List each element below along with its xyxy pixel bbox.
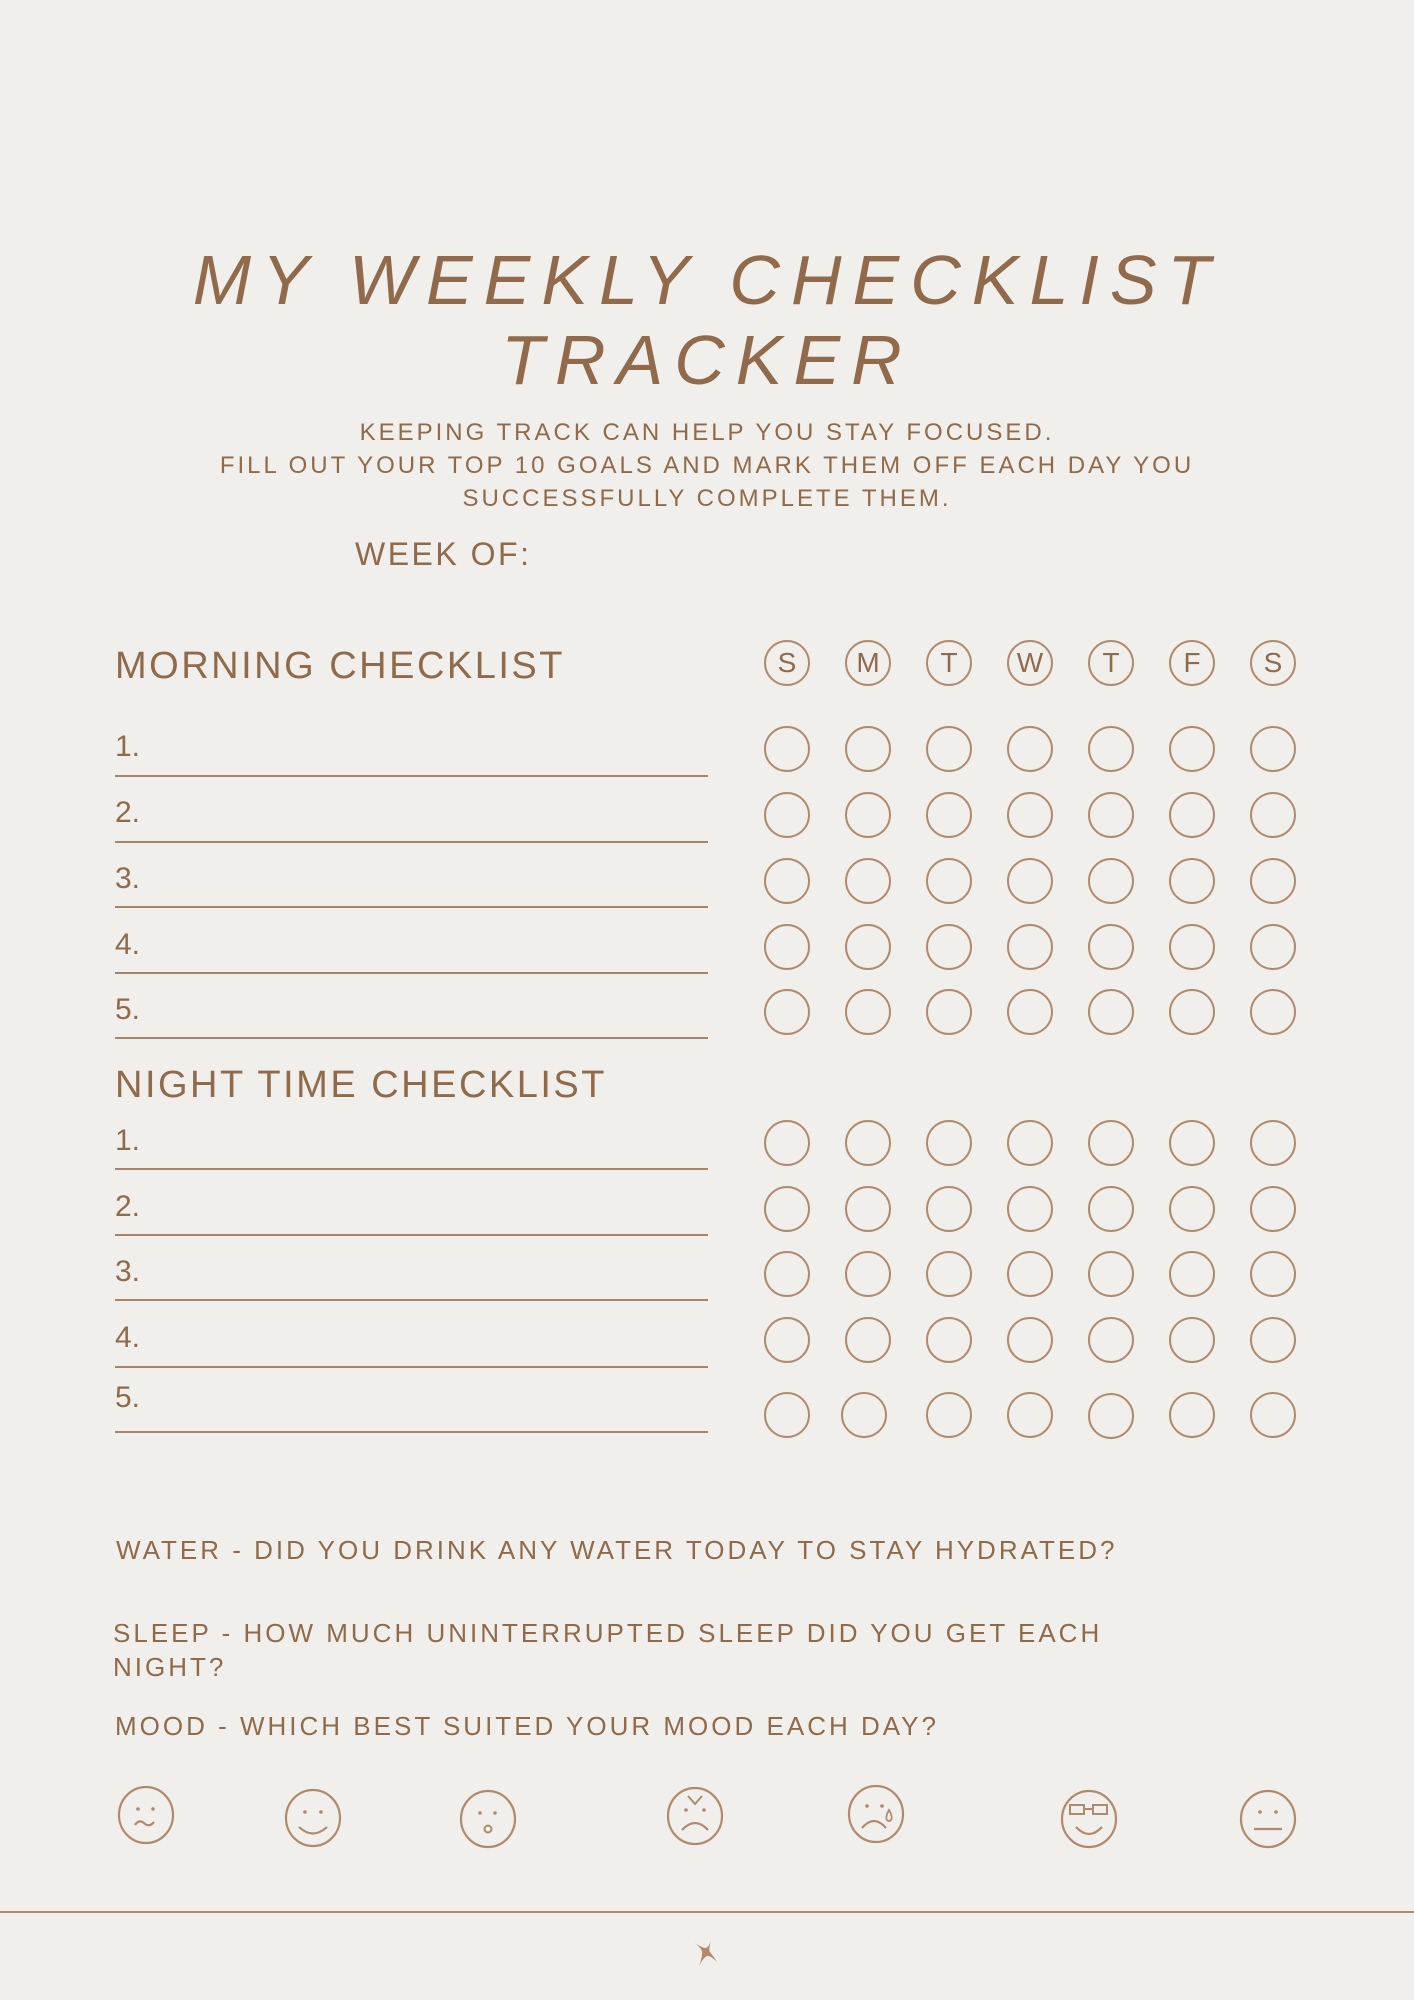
night-2-sun-checkbox[interactable] bbox=[764, 1186, 810, 1232]
morning-2-wed-checkbox[interactable] bbox=[1007, 792, 1053, 838]
morning-1-mon-checkbox[interactable] bbox=[845, 726, 891, 772]
surprised-face-icon[interactable] bbox=[459, 1789, 517, 1849]
night-1-thu-checkbox[interactable] bbox=[1088, 1120, 1134, 1166]
morning-2-fri-checkbox[interactable] bbox=[1169, 792, 1215, 838]
night-4-thu-checkbox[interactable] bbox=[1088, 1317, 1134, 1363]
night-4-wed-checkbox[interactable] bbox=[1007, 1317, 1053, 1363]
smiling-face-icon[interactable] bbox=[284, 1788, 342, 1848]
morning-2-mon-checkbox[interactable] bbox=[845, 792, 891, 838]
night-3-fri-checkbox[interactable] bbox=[1169, 1251, 1215, 1297]
morning-3-thu-checkbox[interactable] bbox=[1088, 858, 1134, 904]
morning-item-4-line[interactable] bbox=[115, 972, 708, 974]
crying-face-icon[interactable] bbox=[847, 1784, 905, 1844]
night-item-2-line[interactable] bbox=[115, 1234, 708, 1236]
night-item-1-line[interactable] bbox=[115, 1168, 708, 1170]
night-2-wed-checkbox[interactable] bbox=[1007, 1186, 1053, 1232]
night-1-sat-checkbox[interactable] bbox=[1250, 1120, 1296, 1166]
night-item-2-number: 2. bbox=[115, 1190, 141, 1223]
subtitle-line-1: KEEPING TRACK CAN HELP YOU STAY FOCUSED. bbox=[359, 419, 1055, 446]
night-item-1-number: 1. bbox=[115, 1124, 141, 1157]
night-5-sat-checkbox[interactable] bbox=[1250, 1392, 1296, 1438]
morning-1-tue-checkbox[interactable] bbox=[926, 726, 972, 772]
morning-2-tue-checkbox[interactable] bbox=[926, 792, 972, 838]
night-2-sat-checkbox[interactable] bbox=[1250, 1186, 1296, 1232]
night-3-sat-checkbox[interactable] bbox=[1250, 1251, 1296, 1297]
morning-3-sat-checkbox[interactable] bbox=[1250, 858, 1296, 904]
night-5-fri-checkbox[interactable] bbox=[1169, 1392, 1215, 1438]
morning-4-thu-checkbox[interactable] bbox=[1088, 924, 1134, 970]
morning-item-3-number: 3. bbox=[115, 862, 141, 895]
morning-3-sun-checkbox[interactable] bbox=[764, 858, 810, 904]
morning-5-thu-checkbox[interactable] bbox=[1088, 989, 1134, 1035]
neutral-face-icon[interactable] bbox=[1239, 1789, 1297, 1849]
morning-4-sat-checkbox[interactable] bbox=[1250, 924, 1296, 970]
morning-2-thu-checkbox[interactable] bbox=[1088, 792, 1134, 838]
night-4-sat-checkbox[interactable] bbox=[1250, 1317, 1296, 1363]
morning-item-4-number: 4. bbox=[115, 928, 141, 961]
night-4-sun-checkbox[interactable] bbox=[764, 1317, 810, 1363]
night-5-sun-checkbox[interactable] bbox=[764, 1392, 810, 1438]
morning-5-mon-checkbox[interactable] bbox=[845, 989, 891, 1035]
morning-5-fri-checkbox[interactable] bbox=[1169, 989, 1215, 1035]
night-3-wed-checkbox[interactable] bbox=[1007, 1251, 1053, 1297]
morning-4-wed-checkbox[interactable] bbox=[1007, 924, 1053, 970]
night-item-5-number: 5. bbox=[115, 1381, 141, 1414]
night-2-mon-checkbox[interactable] bbox=[845, 1186, 891, 1232]
night-5-mon-checkbox[interactable] bbox=[841, 1392, 887, 1438]
week-of-label: WEEK OF: bbox=[355, 536, 532, 572]
night-1-sun-checkbox[interactable] bbox=[764, 1120, 810, 1166]
night-item-3-number: 3. bbox=[115, 1255, 141, 1288]
night-3-thu-checkbox[interactable] bbox=[1088, 1251, 1134, 1297]
morning-2-sun-checkbox[interactable] bbox=[764, 792, 810, 838]
day-header-thursday: T bbox=[1088, 640, 1134, 686]
page-title-line-1: MY WEEKLY CHECKLIST bbox=[192, 241, 1222, 319]
sleep-question-line-1: SLEEP - HOW MUCH UNINTERRUPTED SLEEP DID YOU GET EACH bbox=[113, 1618, 1103, 1648]
morning-5-sat-checkbox[interactable] bbox=[1250, 989, 1296, 1035]
morning-3-tue-checkbox[interactable] bbox=[926, 858, 972, 904]
morning-item-3-line[interactable] bbox=[115, 906, 708, 908]
night-5-wed-checkbox[interactable] bbox=[1007, 1392, 1053, 1438]
night-5-thu-checkbox[interactable] bbox=[1088, 1393, 1134, 1439]
morning-1-sun-checkbox[interactable] bbox=[764, 726, 810, 772]
day-header-sunday: S bbox=[764, 640, 810, 686]
night-2-fri-checkbox[interactable] bbox=[1169, 1186, 1215, 1232]
morning-item-5-line[interactable] bbox=[115, 1037, 708, 1039]
water-question: WATER - DID YOU DRINK ANY WATER TODAY TO STAY HYDRATED? bbox=[116, 1535, 1118, 1565]
morning-1-fri-checkbox[interactable] bbox=[1169, 726, 1215, 772]
night-4-tue-checkbox[interactable] bbox=[926, 1317, 972, 1363]
angry-face-icon[interactable] bbox=[666, 1786, 724, 1846]
morning-4-sun-checkbox[interactable] bbox=[764, 924, 810, 970]
night-3-tue-checkbox[interactable] bbox=[926, 1251, 972, 1297]
night-4-mon-checkbox[interactable] bbox=[845, 1317, 891, 1363]
morning-item-2-line[interactable] bbox=[115, 841, 708, 843]
morning-checklist-title: MORNING CHECKLIST bbox=[115, 645, 565, 687]
morning-item-1-number: 1. bbox=[115, 730, 141, 763]
morning-item-2-number: 2. bbox=[115, 796, 141, 829]
day-header-wednesday: W bbox=[1007, 640, 1053, 686]
night-checklist-title: NIGHT TIME CHECKLIST bbox=[115, 1064, 607, 1106]
subtitle-line-2: FILL OUT YOUR TOP 10 GOALS AND MARK THEM OFF EACH DAY YOU bbox=[219, 452, 1195, 479]
sleep-question-line-2: NIGHT? bbox=[113, 1652, 227, 1682]
night-1-fri-checkbox[interactable] bbox=[1169, 1120, 1215, 1166]
morning-4-fri-checkbox[interactable] bbox=[1169, 924, 1215, 970]
day-header-friday: F bbox=[1169, 640, 1215, 686]
wavy-mouth-face-icon[interactable] bbox=[117, 1785, 175, 1845]
footer-divider bbox=[0, 1911, 1414, 1913]
sparkle-star-icon bbox=[690, 1935, 722, 1967]
night-4-fri-checkbox[interactable] bbox=[1169, 1317, 1215, 1363]
morning-3-wed-checkbox[interactable] bbox=[1007, 858, 1053, 904]
mood-question: MOOD - WHICH BEST SUITED YOUR MOOD EACH DAY? bbox=[115, 1711, 939, 1741]
morning-1-thu-checkbox[interactable] bbox=[1088, 726, 1134, 772]
page-title-line-2: TRACKER bbox=[501, 321, 913, 399]
subtitle-line-3: SUCCESSFULLY COMPLETE THEM. bbox=[462, 485, 952, 512]
day-header-saturday: S bbox=[1250, 640, 1296, 686]
night-3-sun-checkbox[interactable] bbox=[764, 1251, 810, 1297]
morning-item-1-line[interactable] bbox=[115, 775, 708, 777]
day-header-monday: M bbox=[845, 640, 891, 686]
night-1-wed-checkbox[interactable] bbox=[1007, 1120, 1053, 1166]
morning-5-sun-checkbox[interactable] bbox=[764, 989, 810, 1035]
night-item-4-number: 4. bbox=[115, 1321, 141, 1354]
morning-1-wed-checkbox[interactable] bbox=[1007, 726, 1053, 772]
morning-1-sat-checkbox[interactable] bbox=[1250, 726, 1296, 772]
night-2-tue-checkbox[interactable] bbox=[926, 1186, 972, 1232]
night-1-mon-checkbox[interactable] bbox=[845, 1120, 891, 1166]
morning-4-mon-checkbox[interactable] bbox=[845, 924, 891, 970]
night-item-3-line[interactable] bbox=[115, 1299, 708, 1301]
night-item-5-line[interactable] bbox=[115, 1431, 708, 1433]
night-2-thu-checkbox[interactable] bbox=[1088, 1186, 1134, 1232]
night-1-tue-checkbox[interactable] bbox=[926, 1120, 972, 1166]
morning-3-mon-checkbox[interactable] bbox=[845, 858, 891, 904]
day-header-tuesday: T bbox=[926, 640, 972, 686]
nerd-glasses-face-icon[interactable] bbox=[1060, 1789, 1118, 1849]
morning-2-sat-checkbox[interactable] bbox=[1250, 792, 1296, 838]
night-5-tue-checkbox[interactable] bbox=[926, 1392, 972, 1438]
morning-4-tue-checkbox[interactable] bbox=[926, 924, 972, 970]
morning-5-wed-checkbox[interactable] bbox=[1007, 989, 1053, 1035]
morning-item-5-number: 5. bbox=[115, 993, 141, 1026]
morning-3-fri-checkbox[interactable] bbox=[1169, 858, 1215, 904]
night-3-mon-checkbox[interactable] bbox=[845, 1251, 891, 1297]
night-item-4-line[interactable] bbox=[115, 1366, 708, 1368]
morning-5-tue-checkbox[interactable] bbox=[926, 989, 972, 1035]
